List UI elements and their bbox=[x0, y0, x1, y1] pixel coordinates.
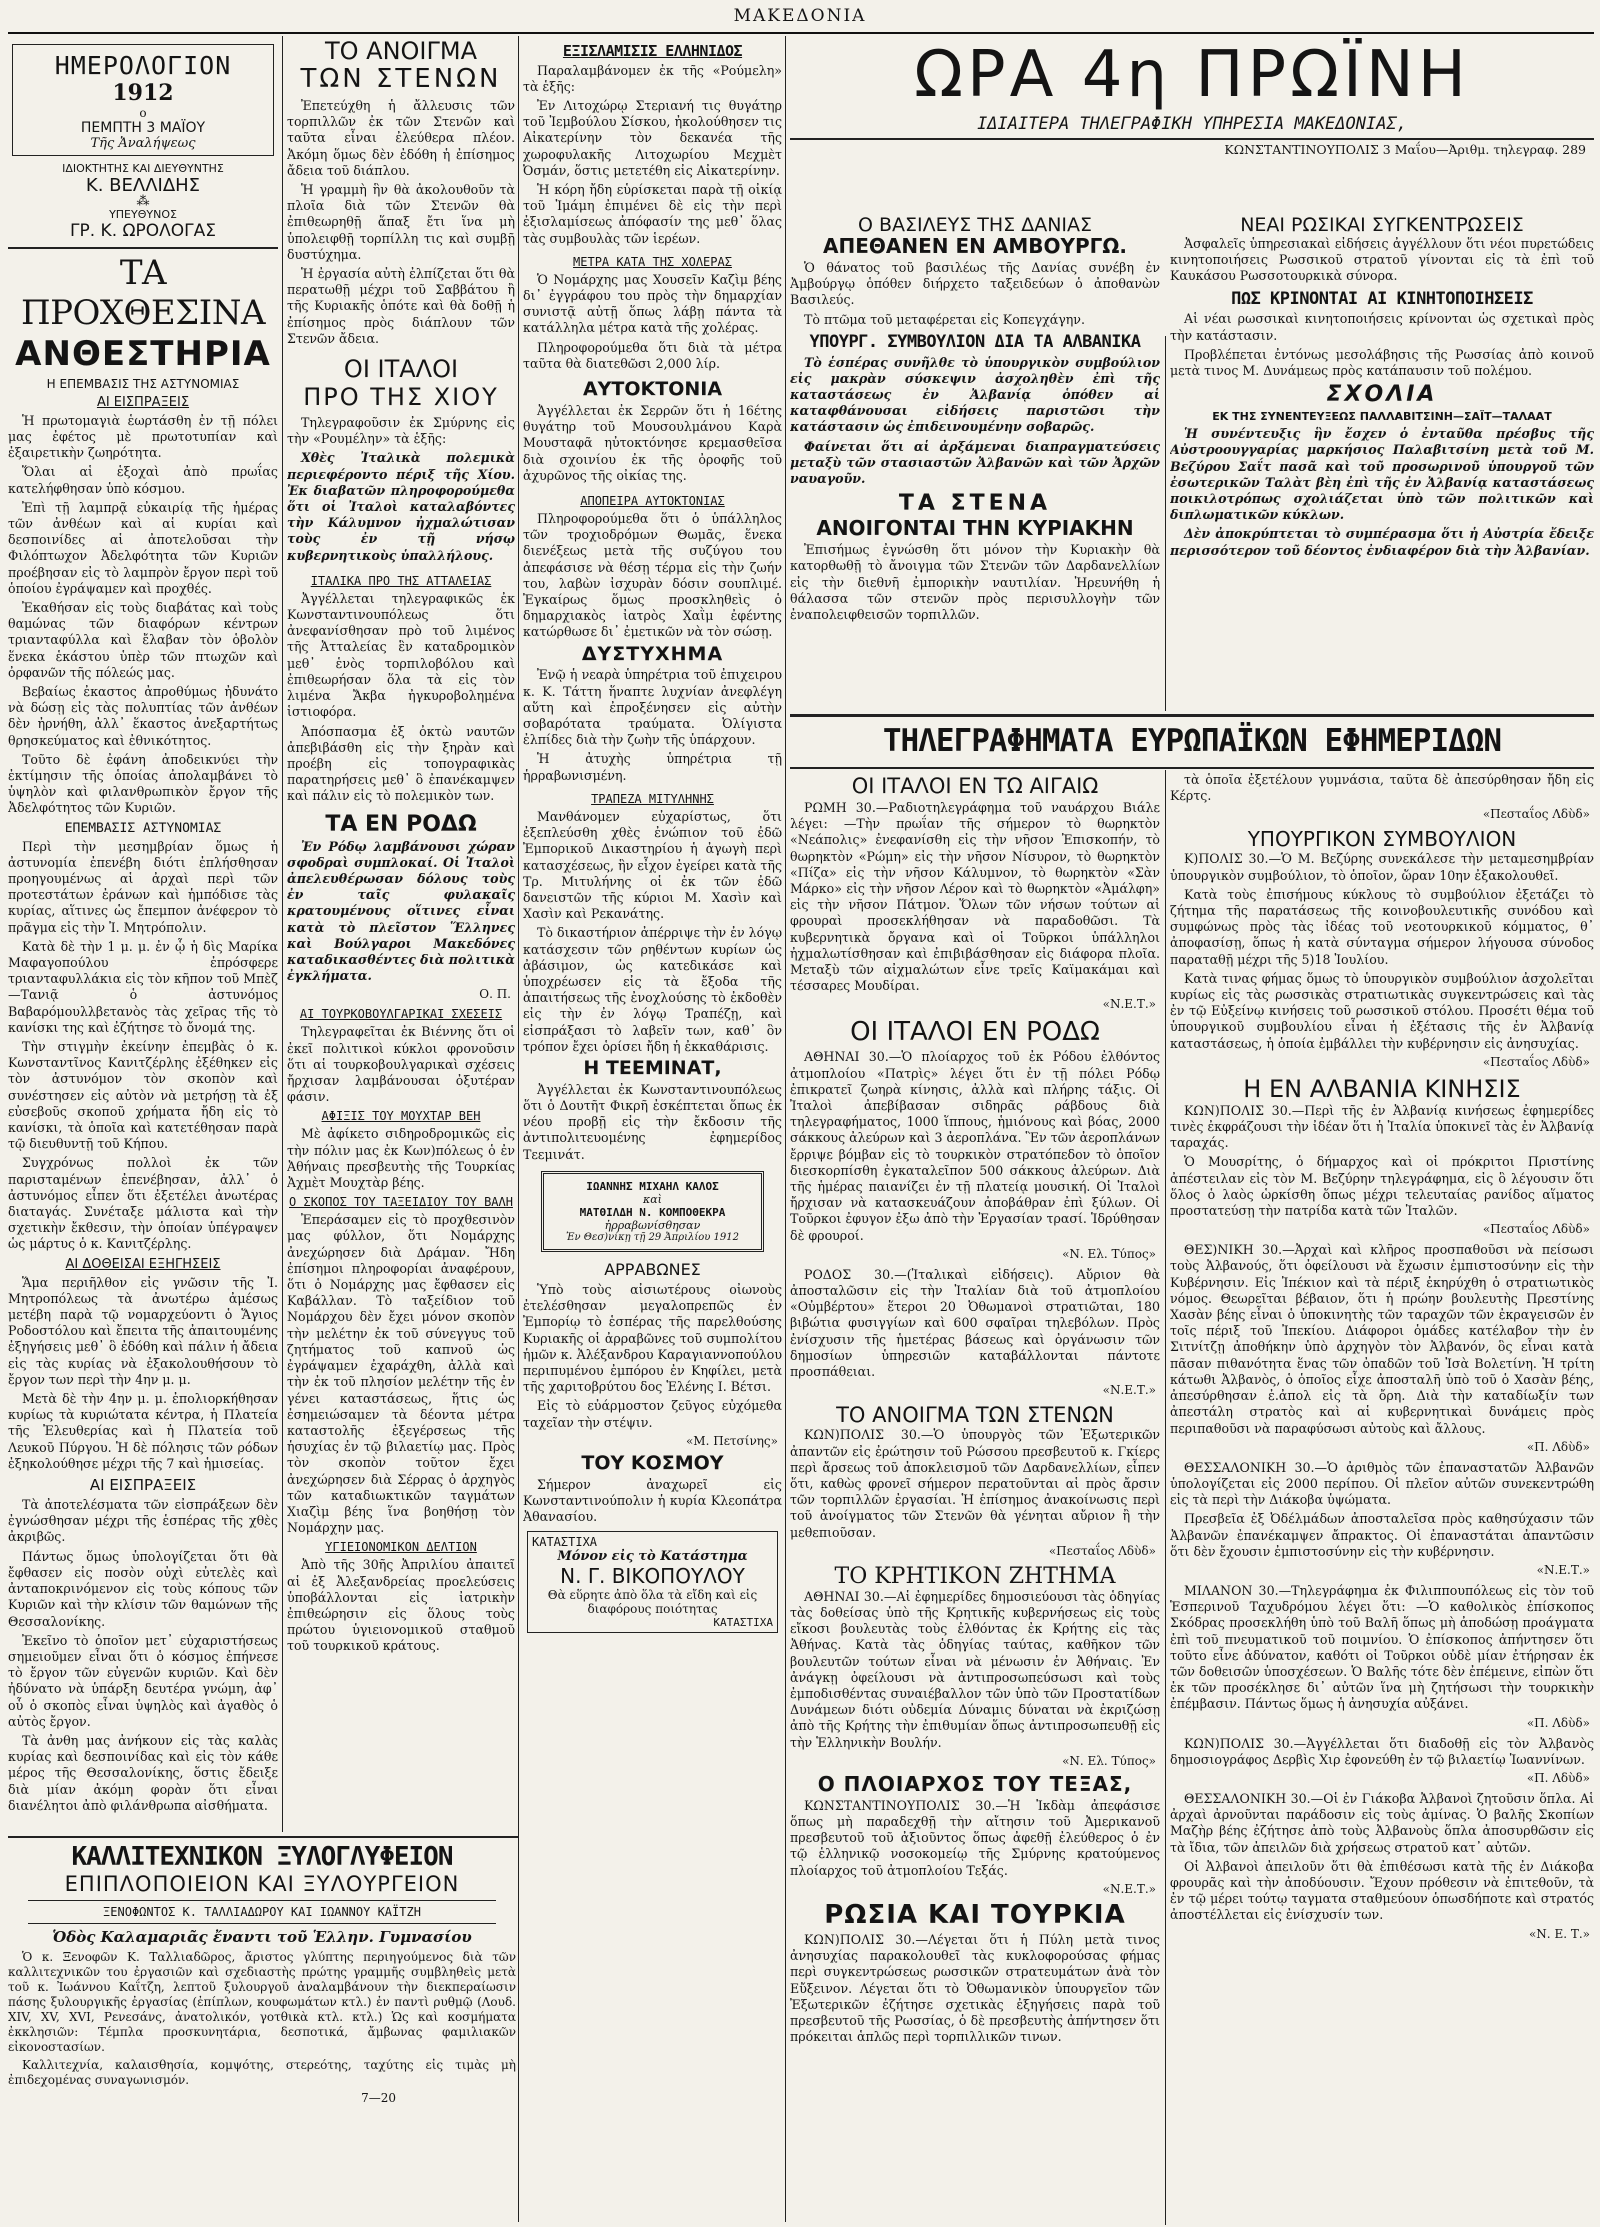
article-paragraph: Κ)ΠΟΛΙΣ 30.—Ὁ Μ. Βεζύρης συνεκάλεσε τὴν μεταμεσημβρίαν ὑπουργικὸν συμβούλιον, τὸ ὁποῖον, ὥραν 10ην ἐξακολουθεῖ. bbox=[1170, 851, 1594, 883]
headline-rhodes: ΤΑ ΕΝ ΡΟΔΩ bbox=[325, 811, 477, 837]
column-1 bbox=[8, 38, 278, 1833]
column-rule bbox=[282, 36, 283, 1832]
column-rule bbox=[1165, 336, 1166, 711]
signature: «Ν.Ε.Τ.» bbox=[1536, 1562, 1590, 1577]
article-paragraph: ΚΩΝ)ΠΟΛΙΣ 30.—Ἀγγέλλεται ὅτι διαδοθῇ εἰς τὸν Ἀλβανὸς δημοσιογράφος Δερβὶς Χιρ ἐφονεύθη ἐν τῷ βιλαετίῳ Ἰωαννίνων. bbox=[1170, 1735, 1594, 1767]
ledgers-ad-shop: Ν. Γ. ΒΙΚΟΠΟΥΛΟΥ bbox=[560, 1564, 745, 1589]
article-paragraph: Τοῦτο δὲ ἐφάνη ἀποδεικνύει τὴν ἐκτίμησιν τῆς ὁποίας ἀπολαμβάνει τὸ ὑψηλὸν καὶ φιλανθρωπικὸν ἔργον τῆς Ἀδελφότητος τῶν Κυριῶν. bbox=[8, 751, 278, 816]
divider bbox=[28, 1900, 496, 1901]
article-paragraph: Ἀγγέλλεται τηλεγραφικῶς ἐκ Κωνσταντινουπόλεως ὅτι ἀνεφανίσθησαν πρὸ τοῦ λιμένος τῆς Ἀτταλείας ἓν καταδρομικὸν μεθ᾽ ἑνὸς τορπιλοβόλου καὶ ἐπιθεωρήσαν ὅλα τὰ εἰς τὸν λιμένα Ἄκβα ἠγκυροβολημένα ἱστιοφόρα. bbox=[287, 590, 515, 720]
subhead-turkobulgarian: ΑΙ ΤΟΥΡΚΟΒΟΥΛΓΑΡΙΚΑΙ ΣΧΕΣΕΙΣ bbox=[299, 1007, 503, 1022]
section-rule bbox=[790, 714, 1594, 717]
article-paragraph: Συγχρόνως πολλοὶ ἐκ τῶν παρισταμένων ἐπενέβησαν, ἀλλ᾽ ὁ ἀστυνόμος εἶπεν ὅτι ἐξετέλει ἀνωτέρας διαταγάς. Συνέταξε μάλιστα καὶ τὴν σχετικὴν ἔκθεσιν, τὴν ὁποίαν ὑπέγραψεν ὡς μάρτυς ὁ κ. Κανιτζέρλης. bbox=[8, 1155, 278, 1252]
article-paragraph: Αἱ νέαι ρωσσικαὶ κινητοποιήσεις κρίνονται ὡς σχετικαὶ πρὸς τὴν κατάστασιν. bbox=[1170, 311, 1594, 343]
article-paragraph: ΑΘΗΝΑΙ 30.—Αἱ ἐφημερίδες δημοσιεύουσι τὰς ὁδηγίας τὰς δοθείσας ὑπὸ τῆς Κρητικῆς κυβερνήσεως εἰς τοὺς εἴκοσι βουλευτὰς τοὺς ἐλθόντας ἐκ Κρήτης εἰς τὰς Ἀθήνας. Κατὰ τὰς ὁδηγίας ταύτας, καθῆκον τῶν βουλευτῶν τούτων εἶναι νὰ μένωσιν ἐν Ἀθήναις. Ἐν ἀνάγκῃ ὀφείλουσι νὰ ἀντιπροσωπεύσωσι καὶ τοὺς ἐμποδισθέντας συναιέβαλλον τῶν ὑπὸ τῶν Προστατίδων Δυνάμεων διότι οὐδεμία Δύναμις δύναται νὰ ἐκριζώσῃ ἀπὸ τῆς Κρήτης τὴν ἐπιθυμίαν ὅπως ἀντιπροσωπευθῇ εἰς τὴν Ἑλληνικὴν Βουλήν. bbox=[790, 1588, 1160, 1750]
ad-number: 7—20 bbox=[361, 2091, 396, 2105]
article-paragraph: ΚΩΝΣΤΑΝΤΙΝΟΥΠΟΛΙΣ 30.—Ἡ Ἰκδὰμ ἀπεφάσισε ὅπως μὴ παραδεχθῇ τὴν αἴτησιν τοῦ Ἀμερικανοῦ πρεσβευτοῦ τοῦ ἀξιοῦντος ὅπως ἀφεθῇ ἐλεύθερος ὁ ἐν τῷ ἑλληνικῷ νοσοκομείῳ τῆς Σμύρνης κρατούμενος πλοίαρχος τοῦ ἀτμοπλοίου Τεξάς. bbox=[790, 1797, 1160, 1878]
headline-cretan-question: ΤΟ ΚΡΗΤΙΚΟΝ ΖΗΤΗΜΑ bbox=[834, 1563, 1116, 1589]
ledgers-ad bbox=[527, 1531, 778, 1633]
article-paragraph: Τὰ ἀποτελέσματα τῶν εἰσπράξεων δὲν ἐγνώσθησαν μέχρι τῆς ἑσπέρας τῆς χθὲς ἀκριβῶς. bbox=[8, 1497, 278, 1545]
article-paragraph: ΘΕΣ)ΝΙΚΗ 30.—Ἀρχαὶ καὶ κλῆρος προσπαθοῦσι νὰ πείσωσι τοὺς Ἀλβανούς, ὅτι ὀφείλουσι νὰ ἔχωσιν ἐμπιστοσύνην εἰς τὴν Κυβέρνησιν. Εἰς Ἰπέκιον καὶ τὰ πέριξ ἐκηρύχθη ὁ στρατιωτικὸς νόμος. Θεωρεῖται βέβαιον, ὅτι ἡ πρώην βουλευτὴς Πρεστίνης Χασὰν βέης εἶναι ὁ ὑποκινητὴς τῶν ταραχῶν τῶν ἐκραγεισῶν ἐν τοῖς πέριξ τοῦ Ἰπεκίου. Διάφοροι ὁμάδες κατέλαβον τὴν ἐν Σιτνίτζῃ ἀποθήκην ὑπὸ ἀρχηγὸν τὸν Ἀλβανόν, ὃς εἶναι κατὰ πᾶσαν πιθανότητα ἕνας τῶν ὀπαδῶν τοῦ Ἰσὰ Βολετίνη. Ἡ τρίτη κάτωθι Ἀλβανὸς, ὁ ὁποῖος εἶχε ἀποσταλῆ ὑπὸ τοῦ ὁ Χασὰν βέης, ἀπεσύρθησαν ἐ.ἀπολ εἰς τὰ ὄρη. Διὰ τὴν καταδίωξίν των ἀπεστάλη στρατὸς καὶ αἱ κυβερνητικαὶ δυνάμεις πρὸς περιπαθοῦσι νὰ παραφύσωσι αὐτοὺς καὶ ἄλλους. bbox=[1170, 1242, 1594, 1436]
article-paragraph: Κατὰ τινας φήμας ὅμως τὸ ὑπουργικὸν συμβούλιον ἀσχολεῖται κυρίως εἰς τὰς ρωσσικὰς στρατιωτικὰς συγκεντρώσεις καὶ τὰς ἐν τῷ Εὐξείνῳ κινήσεις τοῦ ρωσσικοῦ στόλου. Προσέτι θέμα τοῦ ὑπουργικοῦ συμβουλίου εἶναι ἡ ἐξέτασις τῆς ἐν Ἀλβανίᾳ καταστάσεως, ἡ ὁποία ἐμβάλλει τὴν κυβέρνησιν εἰς ἀνησυχίας. bbox=[1170, 970, 1594, 1051]
article-paragraph: Μετὰ δὲ τὴν 4ην μ. μ. ἐπολιορκήθησαν κυρίως τὰ κυριώτατα κέντρα, ἡ Πλατεία τῆς Ἐλευθερίας καὶ ἡ Πλατεία τοῦ Λευκοῦ Πύργου. Ἡ δὲ πόλησις τῶν ρόδων ἐξηκολούθησε μέχρι τῆς 7 καὶ ἡμισείας. bbox=[8, 1391, 278, 1471]
subhead-receipts: ΑΙ ΕΙΣΠΡΑΞΕΙΣ bbox=[96, 394, 190, 410]
article-paragraph: ΚΩΝ)ΠΟΛΙΣ 30.—Ὁ ὑπουργὸς τῶν Ἐξωτερικῶν ἀπαντῶν εἰς ἐρώτησιν τοῦ Ρώσσου πρεσβευτοῦ κ. Γκίερς περὶ ἄρσεως τοῦ ἀποκλεισμοῦ τῶν Δαρδανελλίων, εἶπεν ὅτι, καθὼς φρονεῖ σήμερον περατοῦνται αἱ πρὸς ἄρσιν τῶν τορπιλλῶν ἐργασίαι. Ἡ ἐπίσημος ἀνακοίνωσις περὶ τοῦ ἀνοίγματος τῶν Στενῶν θὰ γένηται αὔριον ἢ τὴν μεθεπιοῦσαν. bbox=[790, 1427, 1160, 1540]
engaged-word: ἠρραβωνίσθησαν bbox=[604, 1218, 701, 1232]
article-paragraph: Ἡ κόρη ἤδη εὑρίσκεται παρὰ τῇ οἰκίᾳ τοῦ Ἰμάμη ἐπιμένει δὲ εἰς τὴν περὶ ἐξισλαμίσεως ἀπόφασίν της μεθ᾽ ὅλας τὰς συμβουλὰς τῶν ἱερέων. bbox=[523, 181, 782, 246]
headline-italians-rhodes: ΟΙ ΙΤΑΛΟΙ ΕΝ ΡΟΔΩ bbox=[850, 1017, 1100, 1048]
headline-chios: ΠΡΟ ΤΗΣ ΧΙΟΥ bbox=[303, 383, 499, 412]
telegraph-column-b bbox=[1170, 214, 1594, 714]
subhead-vali-trip: Ο ΣΚΟΠΟΣ ΤΟΥ ΤΑΞΕΙΔΙΟΥ ΤΟΥ ΒΑΛΗ bbox=[289, 1195, 513, 1210]
article-paragraph: Χθὲς Ἰταλικὰ πολεμικὰ περιεφέροντο πέριξ τῆς Χίου. Ἐκ διαβατῶν πληροφορούμεθα ὅτι οἱ Ἰταλοὶ καταλαβόντες τὴν Κάλυμνον ἠχμαλώτισαν τοὺς ἐν τῇ νήσῳ κυβερνητικοὺς ὑπαλλήλους. bbox=[287, 450, 515, 563]
article-paragraph: Μὲ ἀφίκετο σιδηροδρομικῶς εἰς τὴν πόλιν μας ἐκ Κων)πόλεως ὁ ἐν Ἀθήναις πρεσβευτὴς τῆς Τουρκίας Ἀχμὲτ Μουχτὰρ βέης. bbox=[287, 1126, 515, 1191]
signature: «Ν. Ελ. Τύπος» bbox=[1062, 1246, 1156, 1261]
calendar-year: 1912 bbox=[112, 80, 174, 106]
article-paragraph: Τηλεγραφεῖται ἐκ Βιέννης ὅτι οἱ ἐκεῖ πολιτικοὶ κύκλοι φρονοῦσιν ὅτι αἱ τουρκοβουλγαρικαὶ σχέσεις ἤρχισαν λαμβάνουσαι ὀξυτέραν φάσιν. bbox=[287, 1024, 515, 1105]
article-paragraph: Περὶ τὴν μεσημβρίαν ὅμως ἡ ἀστυνομία ἐπενέβη διότι ἐπλήσθησαν προηγουμένως αἱ ἀρχαὶ περὶ τῶν προτεστάτων ἐράνων καὶ ἡμπόδισε τὰς κυρίας, αἵτινες ὡς ἔπεμπον ἀνέφερον τὸ πρᾶγμα εἰς τὴν Ἰ. Μητρόπολιν. bbox=[8, 838, 278, 935]
ad-title: ΚΑΛΛΙΤΕΧΝΙΚΟΝ ΞΥΛΟΓΛΥΦΕΙΟΝ bbox=[71, 1842, 453, 1872]
ad-address: Ὁδὸς Καλαμαριᾶς ἔναντι τοῦ Ἑλλην. Γυμνασίου bbox=[52, 1928, 472, 1946]
ledgers-ad-footer: ΚΑΤΑΣΤΙΧΑ bbox=[713, 1616, 773, 1630]
headline-russian-concentrations: ΝΕΑΙ ΡΩΣΙΚΑΙ ΣΥΓΚΕΝΤΡΩΣΕΙΣ bbox=[1240, 214, 1524, 236]
divider bbox=[8, 247, 278, 249]
headline-straits-1: ΤΟ ΑΝΟΙΓΜΑ bbox=[324, 38, 477, 65]
responsible-label: ΥΠΕΥΘΥΝΟΣ bbox=[109, 208, 177, 221]
engagement-notice bbox=[541, 1171, 764, 1252]
headline-open-sunday: ΑΝΟΙΓΟΝΤΑΙ ΤΗΝ ΚΥΡΙΑΚΗΝ bbox=[816, 516, 1134, 541]
article-paragraph: Πληροφορούμεθα ὅτι διὰ τὰ μέτρα ταῦτα θὰ διατεθῶσι 2,000 λίρ. bbox=[523, 339, 782, 371]
signature: «Πεσταΐος Λδὺδ» bbox=[1482, 807, 1590, 822]
signature: «Π. Λδὺδ» bbox=[1526, 1715, 1590, 1730]
engaged-name-1: ΙΩΑΝΝΗΣ ΜΙΧΑΗΛ ΚΑΛΟΣ bbox=[586, 1179, 719, 1193]
banner-subtitle: ΙΔΙΑΙΤΕΡΑ ΤΗΛΕΓΡΑΦΙΚΗ ΥΠΗΡΕΣΙΑ ΜΑΚΕΔΟΝΙΑΣ, bbox=[977, 114, 1407, 134]
article-paragraph: Ἡ ἐργασία αὐτὴ ἐλπίζεται ὅτι θὰ περατωθῇ μέχρι τοῦ Σαββάτου ἢ τῆς Κυριακῆς ὁπότε καὶ θὰ δοθῇ ἡ ἐπίσημος πρὸς διάπλουν τῶν Στενῶν ἄδεια. bbox=[287, 266, 515, 346]
article-paragraph: Ἡ γραμμὴ ἣν θὰ ἀκολουθοῦν τὰ πλοῖα διὰ τῶν Στενῶν θὰ ἐπιθεωρηθῇ ἅπαξ ἔτι ἵνα μὴ ὑπολειφθῇ τορπίλλη τις καὶ συμβῇ δυστύχημα. bbox=[287, 182, 515, 262]
headline-straits: ΤΑ ΣΤΕΝΑ bbox=[898, 491, 1052, 517]
subhead-suicide-attempt: ΑΠΟΠΕΙΡΑ ΑΥΤΟΚΤΟΝΙΑΣ bbox=[580, 493, 725, 508]
article-paragraph: Παραλαμβάνομεν ἐκ τῆς «Ρούμελη» τὰ ἑξῆς: bbox=[523, 62, 782, 94]
headline-teeminat: Η ΤΕΕΜΙΝΑΤ, bbox=[583, 1056, 722, 1079]
article-paragraph: Ἡ συνέντευξις ἣν ἔσχεν ὁ ἐνταῦθα πρέσβυς τῆς Αὐστροουγγαρίας μαρκήσιος Παλαβιτσίνη μετὰ τοῦ Μ. Βεζύρου Σαΐτ πασᾶ καὶ τοῦ προσωρινοῦ ὑπουργοῦ τῶν ἐσωτερικῶν Ταλὰτ βὲη ἐπὶ τῆς ἐν Ἀλβανίᾳ καταστάσεως ποικιλοτρόπως σχολιάζεται ὑπὸ τῶν πολιτικῶν καὶ διπλωματικῶν κύκλων. bbox=[1170, 426, 1594, 523]
headline-danish-king: Ο ΒΑΣΙΛΕΥΣ ΤΗΣ ΔΑΝΙΑΣ bbox=[857, 214, 1093, 236]
calendar-box bbox=[12, 44, 274, 156]
article-paragraph: Ἐπισήμως ἐγνώσθη ὅτι μόνον τὴν Κυριακὴν θὰ κατορθωθῇ τὸ ἄνοιγμα τῶν Στενῶν τῶν Δαρδανελλίων εἰς τὴν διεθνῆ ἐμπορικὴν ναυτιλίαν. Ἠρευνήθη ἡ θάλασσα τῶν στενῶν πρὸς περισυλλογὴν τῶν ἐναπολειφθεισῶν τορπιλλῶν. bbox=[790, 542, 1160, 623]
article-paragraph: Ἐπεράσαμεν εἰς τὸ προχθεσινὸν μας φύλλον, ὅτι Νομάρχης ἀνεχώρησεν διὰ Δράμαν. Ἤδη ἐπίσημοι πληροφορίαι ἀναφέρουν, ὅτι ὁ Νομάρχης μας ἔφθασεν εἰς Καβάλλαν. Τὸ ταξείδιον τοῦ Νομάρχου δὲν ἔχει μόνον σκοπὸν τὴν μελέτην ἐκ τοῦ σύνεγγυς τοῦ ζητήματος τοῦ καπνοῦ ὡς ἐγράψαμεν ἐχαράχθη, ἀλλὰ καὶ τὴν ἐκ τοῦ πλησίον μελέτην τῆς ἐν γένει καταστάσεως, ἥτις ὡς ἐσημειώσαμεν τὰ δέοντα μέτρα καταστολῆς ἐξεγέρσεως τῆς ἡσυχίας ἐν τῷ βιλαετίῳ μας. Πρὸς τὸν σκοπὸν τοῦτον ἔχει ἀνεχώρησεν διὰ Σέρρας ὁ ἀρχηγὸς τῶν καταδιωκτικῶν ταγμάτων Χιαζὶμ βέης ἵνα βοηθήσῃ τὸν Νομάρχην μας. bbox=[287, 1212, 515, 1536]
article-paragraph: Τὸ πτῶμα τοῦ μεταφέρεται εἰς Κοπεγχάγην. bbox=[804, 311, 1085, 327]
article-paragraph: Ἐπετεύχθη ἡ ἄλλευσις τῶν τορπιλλῶν ἐκ τῶν Στενῶν καὶ ταῦτα εἶναι ἐλεύθερα πλέον. Ἀκόμη ὅμως δὲν ἐδόθη ἡ ἐπίσημος ἄδεια τοῦ διάπλου. bbox=[287, 98, 515, 178]
subhead-police: Η ΕΠΕΜΒΑΣΙΣ ΤΗΣ ΑΣΤΥΝΟΜΙΑΣ bbox=[46, 376, 240, 391]
article-paragraph: Ἀγγέλλεται ἐκ Σερρῶν ὅτι ἡ 16έτης θυγάτηρ τοῦ Μουσουλμάνου Καρὰ Μουσταφᾶ ηὐτοκτόνησε κρεμασθεῖσα διὰ σχοινίου ἐκ τῆς ὀροφῆς τοῦ ἀχυρῶνος τῆς οἰκίας της. bbox=[523, 402, 782, 483]
article-paragraph: Ἡ πρωτομαγιὰ ἑωρτάσθη ἐν τῇ πόλει μας ἐφέτος μὲ πρωτοτυπίαν καὶ ἐξαιρετικὴν ζωηρότητα. bbox=[8, 412, 278, 461]
calendar-feast: Τῆς Ἀναλήψεως bbox=[90, 136, 196, 151]
ad-rule bbox=[8, 1836, 518, 1838]
column-3 bbox=[523, 38, 782, 2223]
owner-label: ΙΔΙΟΚΤΗΤΗΣ ΚΑΙ ΔΙΕΥΘΥΝΤΗΣ bbox=[62, 162, 224, 175]
headline-anthesteria-2: ΑΝΘΕΣΤΗΡΙΑ bbox=[15, 334, 271, 374]
article-paragraph: Τὰ ἀνθη μας ἀνήκουν εἰς τὰς καλὰς κυρίας καὶ δεσποινίδας καὶ εἰς τὸν κάθε μέρος τῆς Θεσσαλονίκης, ὅστις ἔδειξε διὰ μίαν ἀκόμη φορὰν ὅτι εἶναι διανέλητοι ἀπὸ φιλάνθρωπα αἰσθήματα. bbox=[8, 1732, 278, 1813]
engaged-and: καὶ bbox=[643, 1192, 662, 1206]
euro-telegrams-title: ΤΗΛΕΓΡΑΦΗΜΑΤΑ ΕΥΡΩΠΑΪΚΩΝ ΕΦΗΜΕΡΙΔΩΝ bbox=[882, 723, 1502, 759]
headline-died-hamburg: ΑΠΕΘΑΝΕΝ ΕΝ ΑΜΒΟΥΡΓΩ. bbox=[823, 234, 1127, 258]
headline-albanian-council: ΥΠΟΥΡΓ. ΣΥΜΒΟΥΛΙΟΝ ΔΙΑ ΤΑ ΑΛΒΑΝΙΚΑ bbox=[809, 331, 1141, 352]
article-paragraph: Ἡ ἀτυχὴς ὑπηρέτρια τῇ ἡρραβωνισμένη. bbox=[523, 751, 782, 783]
article-paragraph: Ἀγγέλλεται ἐκ Κωνσταντινουπόλεως ὅτι ὁ Δουτῆτ Φικρῆ ἐσκέπτεται ὅπως ἐκ νέου προβῇ εἰς τὴν ἔκδοσιν τῆς ἀντιπολιτευομένης ἐφημερίδος Τεεμινάτ. bbox=[523, 1081, 782, 1162]
signature: «Ν. Ελ. Τύπος» bbox=[1062, 1753, 1156, 1768]
article-paragraph: Ἐπὶ τῇ λαμπρᾷ εὐκαιρίᾳ τῆς ἡμέρας τῶν ἀνθέων καὶ αἱ κυρίαι καὶ δεσποινίδες αἱ ἀποτελοῦσαι τὴν Φιλόπτωχον Ἀδελφότητα τῶν Κυριῶν προέβησαν εἰς τὸ λαμπρὸν ἔργον περὶ τοῦ ὁποίου ἐγράψαμεν καὶ προχθές. bbox=[8, 499, 278, 596]
ornament-icon: ⁂ bbox=[136, 194, 150, 209]
article-paragraph: Τὴν στιγμὴν ἐκείνην ἐπεμβὰς ὁ κ. Κωνσταντῖνος Κανιτζέρλης ἐξέθηκεν εἰς τὸν ἀστυνόμον τὸν σκοπὸν καὶ συνέστησεν εἰς αὐτὸν νὰ μετρήσῃ τὰ ἐξ εὐσεβοῦς σκοποῦ χρήματα ἤδη εἰς τὸ κανίσκι, τὰ ὁποῖα καὶ κατετέθησαν παρὰ τῷ διευθυντῇ τοῦ Κήπου. bbox=[8, 1039, 278, 1152]
article-paragraph: Ὅλαι αἱ ἑξοχαὶ ἀπὸ πρωΐας κατελήφθησαν ὑπὸ κόσμου. bbox=[8, 464, 278, 496]
headline-texas-captain: Ο ΠΛΟΙΑΡΧΟΣ ΤΟΥ ΤΕΞΑΣ, bbox=[817, 1771, 1133, 1796]
dateline: ΚΩΝΣΤΑΝΤΙΝΟΥΠΟΛΙΣ 3 Μαΐου—Ἀριθμ. τηλεγραφ. 289 bbox=[1224, 142, 1586, 157]
calendar-date: ΠΕΜΠΤΗ 3 ΜΑΪΟΥ bbox=[80, 120, 206, 136]
signature: Ο. Π. bbox=[479, 987, 511, 1002]
article-paragraph: Φαίνεται ὅτι αἱ ἀρξάμεναι διαπραγματεύσεις μεταξὺ τῶν στασιαστῶν Ἀλβανῶν καὶ τῶν Ἀρχῶν ναυαγοῦν. bbox=[790, 438, 1160, 486]
article-paragraph: Ἐνῷ ἡ νεαρὰ ὑπηρέτρια τοῦ ἐπιχειρου κ. Κ. Τάττη ἥναπτε λυχνίαν ἀνεφλέγη αὕτη καὶ ἐπροξένησεν εἰς αὐτὴν σοβαρότατα τραύματα. Ὀλίγιστα ἐλπίδες διὰ τὴν ζωὴν τῆς ὑπάρχουν. bbox=[523, 667, 782, 748]
article-paragraph: ΡΟΔΟΣ 30.—(Ἰταλικαὶ εἰδήσεις). Αὔριον θὰ ἀποσταλῶσιν εἰς τὴν Ἰταλίαν διὰ τοῦ ἀτμοπλοίου «Οὐμβέρτου» ἕτεροι 20 Ὀθωμανοὶ στρατιῶται, 180 βιβώτια φυσιγγίων καὶ 600 σφαῖραι τηλεβόλων. Πρὸς ἐνίσχυσιν τῆς ἡμετέρας βάσεως καὶ ὀργάνωσιν τῶν δημοσίων ὑπηρεσιῶν καταβάλλονται πάντοτε προσπάθειαι. bbox=[790, 1266, 1160, 1380]
subhead-receipts-2: ΑΙ ΕΙΣΠΡΑΞΕΙΣ bbox=[89, 1476, 197, 1495]
headline-ministerial-council: ΥΠΟΥΡΓΙΚΟΝ ΣΥΜΒΟΥΛΙΟΝ bbox=[1247, 827, 1517, 852]
subhead-explanations: ΑΙ ΔΟΘΕΙΣΑΙ ΕΞΗΓΗΣΕΙΣ bbox=[65, 1256, 221, 1272]
article-paragraph: Οἱ Ἀλβανοὶ ἀπειλοῦν ὅτι θὰ ἐπιθέσωσι κατὰ τῆς ἐν Διάκοβα φρουρᾶς καὶ τὴν ἀποδύουσιν. Ἔχουν πρόθεσιν νὰ ἐπιτεθοῦν, τὰ ἐν τῷ μέρει τούτῳ ταγματα σταθμεύουν ὁπωσδήποτε καὶ στρατός ἀποστέλλεται εἰς ἐνίσχυσίν των. bbox=[1170, 1858, 1594, 1923]
signature: «Ν. Ε. Τ.» bbox=[1528, 1926, 1590, 1941]
column-rule bbox=[518, 36, 519, 2222]
article-paragraph: ΜΙΛΑΝΟΝ 30.—Τηλεγράφημα ἐκ Φιλιππουπόλεως εἰς τὸν τοῦ Ἑσπερινοῦ Ταχυδρόμου λέγει ὅτι: —Ὁ καθολικὸς ἐπίσκοπος Σκόδρας προσεκλήθη ὑπὸ τοῦ Βαλῆ ὅπως μὴ ἀποδώσῃ προάγματα ἐπὶ τοῦ πνευματικοῦ τοῦ ποιμνίου. Ὁ ἐπίσκοπος ἀπήντησεν ὅτι τοῦτο εἶνε ἀδύνατον, καθότι οἱ Τοῦρκοι οὐδὲ μίαν ἐτήρησαν ἐκ τῶν δοθεισῶν ὑποσχέσεων. Ὁ Βαλῆς τότε δὲν ἐπέμεινε, εἰπὼν ὅτι ἐκ τῶν προσέκλησε δι᾽ αὐτῶν ἵνα μὴ ζητήσωσι τὴν τουρκικὴν ἐπέμβασιν. Πάντως ὅμως ἡ ἀνησυχία αὐξάνει. bbox=[1170, 1582, 1594, 1712]
article-paragraph: Τὸ ἑσπέρας συνῆλθε τὸ ὑπουργικὸν συμβούλιον εἰς μακρὰν σύσκεψιν ἀσχοληθὲν ἐπὶ τῆς καταστάσεως ἐν Ἀλβανίᾳ ὁπόθεν αἱ καταφθάνουσαι εἰδήσεις παριστῶσι τὴν κατάστασιν ὡς ἐπιδεινουμένην σοβαρῶς. bbox=[790, 354, 1160, 435]
subhead-police-intervention: ΕΠΕΜΒΑΣΙΣ ΑΣΤΥΝΟΜΙΑΣ bbox=[64, 820, 222, 836]
article-paragraph: ΚΩΝ)ΠΟΛΙΣ 30.—Λέγεται ὅτι ἡ Πύλη μετὰ τινος ἀνησυχίας παρακολουθεῖ τὰς κυκλοφορούσας φήμας περὶ συγκεντρώσεως ρωσσικῶν στρατευμάτων ἀνὰ τὸν Εὔξεινον. Λέγεται ὅτι τὸ Ὀθωμανικὸν ὑπουργεῖον τῶν Ἐξωτερικῶν ἐζήτησε σχετικὰς ἐξηγήσεις παρὰ τοῦ πρεσβευτοῦ τῆς Ρωσσίας, ὁ δὲ πρεσβευτὴς ἀπήντησεν ὅτι πρόκειται ἁπλῶς περὶ τορπιλλικῶν τινων. bbox=[790, 1932, 1160, 2045]
article-paragraph: Ἐν Ρόδῳ λαμβάνουσι χώραν σφοδραὶ συμπλοκαί. Οἱ Ἰταλοὶ ἀπελευθέρωσαν δόλους τοὺς ἐν ταῖς φυλακαῖς κρατουμένους οἵτινες εἶναι κατὰ τὸ πλεῖστον Ἕλληνες καὶ Βούλγαροι Μακεδόνες καταδικασθέντες διὰ πολιτικὰ ἐγκλήματα. bbox=[287, 838, 515, 984]
headline-society: ΤΟΥ ΚΟΣΜΟΥ bbox=[581, 1451, 724, 1474]
article-paragraph: Κατὰ τοὺς ἐπισήμους κύκλους τὸ συμβούλιον ἐξετάζει τὸ ζήτημα τῆς παρατάσεως τῆς κοινοβουλευτικῆς συνόδου καὶ συμφώνως πρὸς τὰς ἰδέας τοῦ νεοτουρκικοῦ κόμματος, θ᾽ ἀποφασίσῃ, ὅπως ἡ κατὰ σύνταγμα σήμερον λήγουσα σύνοδος παραταθῇ μέχρι τῆς 5)18 Ἰουλίου. bbox=[1170, 886, 1594, 967]
ledgers-ad-text: Θὰ εὕρητε ἀπὸ ὅλα τὰ εἴδη καὶ εἰς διαφόρους ποιότητας bbox=[547, 1588, 758, 1617]
article-paragraph: Ἀπὸ τῆς 30ῆς Ἀπριλίου ἀπαιτεῖ αἱ ἐξ Ἀλεξανδρείας προελεύσεις ὑποβάλλονται εἰς ἰατρικὴν ἐπιθεώρησιν εἰς ὅλους τοὺς πρώτου ὑγιειονομικοῦ σταθμοῦ τοῦ τουρκικοῦ κράτους. bbox=[287, 1557, 515, 1654]
article-paragraph: τὰ ὁποῖα ἐξετέλουν γυμνάσια, ταῦτα δὲ ἀπεσύρθησαν ἤδη εἰς Κέρτς. bbox=[1170, 772, 1594, 804]
masthead-rule bbox=[8, 32, 1594, 34]
headline-mobilisations: ΠΩΣ ΚΡΙΝΟΝΤΑΙ ΑΙ ΚΙΝΗΤΟΠΟΙΗΣΕΙΣ bbox=[1231, 288, 1533, 309]
headline-engagements: ΑΡΡΑΒΩΝΕΣ bbox=[604, 1259, 701, 1279]
article-paragraph: Ἅμα περιῆλθον εἰς γνῶσιν τῆς Ἰ. Μητροπόλεως τὰ ἀνωτέρω ἀμέσως μετέβη παρὰ τῷ νομαρχεύοντι ὁ Ἅγιος Ροδοστόλου καὶ ἔπειτα τῆς ἀπαιτουμένης ἐξηγήσεις μεθ᾽ ὃ ἐδόθη καὶ πάλιν ἡ ἄδεια εἰς τὰς κυρίας νὰ ἐξακολουθήσουν τὸ ἔργον των περὶ τὴν 4ην μ. μ. bbox=[8, 1274, 278, 1387]
headline-italians: ΟΙ ΙΤΑΛΟΙ bbox=[343, 355, 459, 384]
column-rule bbox=[785, 36, 786, 2222]
headline-russia-turkey: ΡΩΣΙΑ ΚΑΙ ΤΟΥΡΚΙΑ bbox=[824, 1899, 1126, 1930]
article-paragraph: Μανθάνομεν εὐχαρίστως, ὅτι ἐξεπλεύσθη χθὲς ἐνώπιον τοῦ ἐδῶ Ἐμπορικοῦ Δικαστηρίου ἡ ἀγωγὴ περὶ κατασχέσεως, ἣν εἶχον ἐγείρει κατὰ τῆς Τρ. Μιτυλήνης οἱ ἐκ τῶν ἐδῶ δανειστῶν τῆς κύριοι Μ. Χασὶν καὶ Χασὶν καὶ Ρεκανάτης. bbox=[523, 808, 782, 922]
headline-opening-straits: ΤΟ ΑΝΟΙΓΜΑ ΤΩΝ ΣΤΕΝΩΝ bbox=[836, 1403, 1114, 1428]
article-paragraph: Πρεσβεῖα ἐξ Ὀδέλμάδων ἀποσταλεῖσα πρὸς καθησύχασιν τῶν Ἀλβανῶν ἐπανέκαμψεν ἄπρακτος. Οἱ ἐπαναστάται ἀπαντῶσιν ὅτι δὲν ἔχουσιν ἐμπιστοσύνην εἰς τὴν κυβέρνησιν. bbox=[1170, 1511, 1594, 1559]
euro-telegrams-banner bbox=[790, 718, 1594, 766]
responsible-name: ΓΡ. Κ. ΩΡΟΛΟΓΑΣ bbox=[70, 221, 216, 241]
section-rule bbox=[790, 767, 1594, 769]
newspaper-masthead: ΜΑΚΕΔΟΝΙΑ bbox=[733, 6, 867, 26]
calendar-title: ΗΜΕΡΟΛΟΓΙΟΝ bbox=[54, 51, 232, 80]
article-paragraph: ΡΩΜΗ 30.—Ραδιοτηλεγράφημα τοῦ ναυάρχου Βιάλε λέγει: —Τὴν πρωΐαν τῆς σήμερον τὸ θωρηκτὸν «Νεάπολις» ἐνεφανίσθη εἰς τὴν νῆσον Ἐπισκοπήν, τὸ θωρηκτὸν «Ρώμη» εἰς τὴν νῆσον Νίσυρον, τὸ θωρηκτὸν «Πίζα» εἰς τὴν νῆσον Κάλυμνον, τὸ θωρηκτὸν «Σὰν Μάρκο» εἰς τὴν νῆσον Λέρον καὶ τὸ θωρηκτὸν «Ἀμάλφη» εἰς τὴν νῆσον Πάτμον. Ὅλων τῶν νήσων τούτων αἱ φρουραὶ προσεκλήθησαν νὰ παραδοθῶσι. Τὰ κυβερνητικὰ ὄργανα καὶ οἱ Τοῦρκοι ὑπάλληλοι ἠχμαλωτίσθησαν καὶ ἐπιβιβάσθησαν εἰς διάφορα πλοῖα. Μεταξὺ τῶν αἰχμαλώτων εἶνε τρεῖς Καϊμακάμαι καὶ τέσσαρες Μουδίραι. bbox=[790, 800, 1160, 994]
article-paragraph: Ἐκαθήσαν εἰς τοὺς διαβάτας καὶ τοὺς θαμώνας τῶν διαφόρων κέντρων τριανταφύλλα καὶ ἔλαβαν τὸν ὁβολὸν ἕνεκα ἑκάστου ὑπὲρ τῶν πτωχῶν καὶ ὀρφανῶν τῆς πόλεώς μας. bbox=[8, 599, 278, 680]
article-paragraph: ΑΘΗΝΑΙ 30.—Ὁ πλοίαρχος τοῦ ἐκ Ρόδου ἐλθόντος ἀτμοπλοίου «Πατρὶς» λέγει ὅτι ἐν τῇ πόλει Ρόδῳ ἐπικρατεῖ ζωηρὰ κίνησις, ἀλλὰ καὶ πλήρης τάξις. Οἱ Ἰταλοὶ ἀπεβίβασαν σιδηρᾶς ράβδους διὰ τηλεγραφήματος, 1000 ἵππους, ἡμιόνους καὶ βόας, 2000 σάκκους ἀλεύρων καὶ 3 ἀεροπλάνα. Ἓν τῶν ἀεροπλάνων ἔρριψε βόμβαν εἰς τὸ τουρκικὸν στρατόπεδον τὸ ὁποῖον διεσκορπίσθη ἐγκαταλεῖπον 500 σάκκους ἀλεύρων. Διὰ τῆς ἡμέρας παιανίζει ἐν τῇ πλατείᾳ μουσική. Οἱ Ἰταλοὶ ἤρχισαν νὰ κατασκευάζουν ἀποβάθραν ἐπὶ ξύλων. Οἱ Τοῦρκοι ἐφυγον ἐξω ἀπὸ τὴν Ἐργασίαν τρασί. Ἱδρύθησαν δὲ φρουροί. bbox=[790, 1049, 1160, 1243]
signature: «Π. Λδὺδ» bbox=[1526, 1770, 1590, 1785]
headline-islamization: ΕΞΙΣΛΑΜΙΣΙΣ ΕΛΛΗΝΙΔΟΣ bbox=[562, 42, 743, 60]
ad-subtitle: ΕΠΙΠΛΟΠΟΙΕΙΟΝ ΚΑΙ ΞΥΛΟΥΡΓΕΙΟΝ bbox=[64, 1872, 460, 1896]
article-paragraph: Πληροφορούμεθα ὅτι ὁ ὑπάλληλος τῶν τροχιοδρόμων Θωμᾶς, ἕνεκα διενέξεως μετὰ τῆς συζύγου του ἀπεφάσισε νὰ θέσῃ τέρμα εἰς τὴν ζωήν του, λαβὼν ἰσχυρὰν δόσιν σουπλιμέ. Ἐγκαίρως ὅμως προσκληθεὶς ὁ δημαρχιακὸς ἰατρὸς Χαῒμ ἐφέντης κατώρθωσε δι᾽ ἐμετικῶν νὰ τὸν σώσῃ. bbox=[523, 510, 782, 640]
article-paragraph: ΚΩΝ)ΠΟΛΙΣ 30.—Περὶ τῆς ἐν Ἀλβανίᾳ κινήσεως ἐφημερίδες τινὲς ἐκφράζουσι τὴν ἰδέαν ὅτι ἡ Ἰταλία ὑποκινεῖ τὰς ἐν Ἀλβανίᾳ ταραχάς. bbox=[1170, 1102, 1594, 1151]
article-paragraph: Εἰς τὸ εὐάρμοστον ζεῦγος εὐχόμεθα ταχεῖαν τὴν στέψιν. bbox=[523, 1398, 782, 1430]
divider bbox=[28, 1923, 496, 1924]
subhead-mouchtar: ΑΦΙΞΙΣ ΤΟΥ ΜΟΥΧΤΑΡ ΒΕΗ bbox=[321, 1109, 481, 1124]
ad-text: Ὁ κ. Ξενοφῶν Κ. Ταλλιαδῶρος, ἄριστος γλύπτης περιηγούμενος διὰ τῶν καλλιτεχνικῶν του ἐργασιῶν καὶ σχεδιαστὴς πρώτης γραμμῆς συμβληθεὶς μετὰ τοῦ κ. Ἰωάννου Καΐτζη, λεπτοῦ ξυλουργοῦ ἀναλαμβάνουν τὴν διεκπεραίωσιν πάσης ξυλουργικῆς ἐργασίας (ἐπίπλων, κουφωμάτων κτλ.) ἐν παντὶ ρυθμῷ (Λουδ. XIV, XV, XVI, Ρενεσάνς, ἀνατολικόν, γοτθικὰ κτλ. κτλ.) Ὡς καὶ κοσμήματα ἐκκλησιῶν: Τέμπλα προσκυνητάρια, δεσποτικά, ἄμβωνας φαμιλιακῶν εἰκονοστασίων. bbox=[8, 1950, 516, 2054]
article-paragraph: Σήμερον ἀναχωρεῖ εἰς Κωνσταντινούπολιν ἡ κυρία Κλεοπάτρα Ἀθανασίου. bbox=[523, 1476, 782, 1525]
subhead-interview: ΕΚ ΤΗΣ ΣΥΝΕΝΤΕΥΞΕΩΣ ΠΑΛΛΑΒΙΤΣΙΝΗ—ΣΑΪΤ—ΤΑΛΑΑΤ bbox=[1212, 410, 1552, 424]
subhead-mytilene-bank: ΤΡΑΠΕΖΑ ΜΙΤΥΛΗΝΗΣ bbox=[591, 791, 714, 806]
article-paragraph: Τηλεγραφοῦσιν ἐκ Σμύρνης εἰς τὴν «Ρουμέλην» τὰ ἑξῆς: bbox=[287, 415, 515, 447]
article-paragraph: Τὸ δικαστήριον ἀπέρριψε τὴν ἐν λόγῳ κατάσχεσιν τῶν ρηθέντων κυρίων ὡς ἀβάσιμον, ὡς κατεδικάσε καὶ ὑποχρέωσεν εἰς τὰ ἔξοδα τῆς ἀπαιτήσεως τῆς ἐνοχλούσης τὸ ἐκδοθὲν εἰς τὴν ἐν λόγῳ Τραπέζῃ, καὶ εἰσπράξασι τὸ λαβεῖν των, καθ᾽ ὃν τρόπον ἔχει ὁρίσει ἤδη ἡ ἐκκαθάρισις. bbox=[523, 925, 782, 1054]
banner-title: ΩΡΑ 4η ΠΡΩΪΝΗ bbox=[914, 38, 1470, 112]
headline-suicide: ΑΥΤΟΚΤΟΝΙΑ bbox=[582, 377, 723, 400]
article-paragraph: Ὑπὸ τοὺς αἰσιωτέρους οἰωνοὺς ἐτελέσθησαν μεγαλοπρεπῶς ἐν Ἐμπορίῳ τὸ ἑσπέρας τῆς παρελθούσης Κυριακῆς οἱ ἀρραβῶνες τοῦ συμπολίτου ἡμῶν κ. Ἀλέξανδρου Καραγιαννοπούλου περιπυμένου ἐμπόρου ἐν Κηφίλει, μετὰ τῆς χαριτοβρύτου δος Ἑλένης Ι. Βέτσι. bbox=[523, 1281, 782, 1395]
ad-text: Καλλιτεχνία, καλαισθησία, κομψότης, στερεότης, ταχύτης εἰς τιμὰς μὴ ἐπιδεχομένας συναγωνισμόν. bbox=[8, 2058, 516, 2087]
subhead-cholera: ΜΕΤΡΑ ΚΑΤΑ ΤΗΣ ΧΟΛΕΡΑΣ bbox=[573, 254, 732, 269]
signature: «Πεσταΐος Λδὺδ» bbox=[1048, 1543, 1156, 1558]
engaged-place: Ἐν Θεσ)νίκῃ τῇ 29 Ἀπριλίου 1912 bbox=[566, 1231, 739, 1243]
column-rule bbox=[1165, 770, 1166, 2225]
article-paragraph: Ἀσφαλεῖς ὑπηρεσιακαὶ εἰδήσεις ἀγγέλλουν ὅτι νέοι πυρετώδεις κινητοποιήσεις Ρωσσικοῦ στρατοῦ γίνονται εἰς τὰ ἐπὶ τοῦ Καυκάσου Ρωσσοτουρκικὰ σύνορα. bbox=[1170, 236, 1594, 284]
article-paragraph: Ἀπόσπασμα ἐξ ὀκτὼ ναυτῶν ἀπεβιβάσθη εἰς τὴν ξηρὰν καὶ προέβη εἰς τοπογραφικὰς παρατηρήσεις μεθ᾽ ὃ ἐπανέκαμψεν καὶ πάλιν εἰς τὸ πολεμικὸν των. bbox=[287, 723, 515, 804]
article-paragraph: Ὁ Νομάρχης μας Χουσεῖν Καζὶμ βέης δι᾽ ἐγγράφου του πρὸς τὴν δημαρχίαν συνιστᾷ αὐτῇ ὅπως λάβῃ πάντα τὰ κατάλληλα μέτρα κατὰ τῆς χολέρας. bbox=[523, 271, 782, 336]
telegraph-column-a bbox=[790, 214, 1160, 714]
article-paragraph: Ὁ θάνατος τοῦ βασιλέως τῆς Δανίας συνέβη ἐν Ἀμβούργῳ ὁπόθεν διήρχετο ταξειδεύων ὁ ἀποθανὼν Βασιλεύς. bbox=[790, 260, 1160, 308]
signature: «Πεσταΐος Λδὺδ» bbox=[1482, 1054, 1590, 1069]
article-paragraph: Βεβαίως ἐκαστος ἀπροθύμως ἠδυνάτο νὰ δώσῃ εἰς τὰς πολυπτίας τῶν ἀνθέων δὲν ἠρνήθη, ἀλλ᾽ ἕκαστος ἀνεξαρτήτως θρησκεύματος καὶ ἐθνικότητος. bbox=[8, 683, 278, 748]
engaged-name-2: ΜΑΤΘΙΛΔΗ Ν. ΚΟΜΠΟΘΕΚΡΑ bbox=[579, 1205, 726, 1219]
headline-comments: ΣΧΟΛΙΑ bbox=[1326, 382, 1438, 408]
article-paragraph: Δὲν ἀποκρύπτεται τὸ συμπέρασμα ὅτι ἡ Αὐστρία ἔδειξε περισσότερον τοῦ δέοντος ἐνδιαφέρον διὰ τὴν Ἀλβανίαν. bbox=[1170, 526, 1594, 558]
headline-italians-aegean: ΟΙ ΙΤΑΛΟΙ ΕΝ ΤΩ ΑΙΓΑΙΩ bbox=[851, 774, 1099, 798]
article-paragraph: ΘΕΣΣΑΛΟΝΙΚΗ 30.—Οἱ ἐν Γιάκοβα Ἀλβανοὶ ζητοῦσιν ὅπλα. Αἱ ἀρχαὶ ἀρνοῦνται παράδοσιν εἰς τοὺς ἀμίνας. Ὁ βαλῆς Σκοπίων Μαζὴρ βέης ἐζήτησε ἀπὸ τοὺς Ἀλβανοὺς ὅπλα ἀποσυρθῶσιν εἰς τὰ ἴδια, τῶν ἀπειλῶν διὰ χρήσεως στρατοῦ κατ᾽ αὐτῶν. bbox=[1170, 1790, 1594, 1855]
signature: «Π. Λδὺδ» bbox=[1526, 1439, 1590, 1454]
article-paragraph: Πάντως ὅμως ὑπολογίζεται ὅτι θὰ ἔφθασεν εἰς ποσὸν οὐχὶ εὐτελὲς καὶ ἀνταποκρινόμενον εἰς τοὺς κόπους τῶν Κυριῶν καὶ τὴν κλίσιν τῶν θαμώνων τῆς Θεσσαλονίκης. bbox=[8, 1548, 278, 1629]
ad-owners: ΞΕΝΟΦΩΝΤΟΣ Κ. ΤΑΛΛΙΑΔΩΡΟΥ ΚΑΙ ΙΩΑΝΝΟΥ ΚΑΪΤΖΗ bbox=[103, 1905, 421, 1919]
article-paragraph: Ὁ Μουσρίτης, ὁ δήμαρχος καὶ οἱ πρόκριτοι Πριστίνης ἀπέστειλαν εἰς τὸν Μ. Βεζύρην τηλεγράφημα, εἰς ὃ λέγουσιν ὅτι ὅλος ὁ λαὸς ὡρκίσθη ὅπως μέχρι τελευταίας ρανίδος αἵματος προστατεύσῃ τὴν πατρίδα κατὰ τῶν Ἰταλῶν. bbox=[1170, 1154, 1594, 1219]
signature: «Πεσταΐος Λδὺδ» bbox=[1482, 1222, 1590, 1237]
column-2 bbox=[287, 38, 515, 1833]
headline-straits-2: ΤΩΝ ΣΤΕΝΩΝ bbox=[300, 64, 502, 94]
subhead-health-bulletin: ΥΓΙΕΙΟΝΟΜΙΚΟΝ ΔΕΛΤΙΟΝ bbox=[325, 1540, 477, 1555]
signature: «Ν.Ε.Τ.» bbox=[1102, 997, 1156, 1012]
ledgers-ad-line: Μόνον εἰς τὸ Κατάστημα bbox=[557, 1549, 748, 1565]
headline-anthesteria-1: ΤΑ ΠΡΟΧΘΕΣΙΝΑ bbox=[20, 253, 266, 333]
article-paragraph: ΘΕΣΣΑΛΟΝΙΚΗ 30.—Ὁ ἀριθμὸς τῶν ἐπαναστατῶν Ἀλβανῶν ὑπολογίζεται εἰς 2000 περίπου. Οἱ πλεῖον αὐτῶν συνεκεντρώθη εἰς τὰ περὶ τὴν Διάκοβα ὑψώματα. bbox=[1170, 1459, 1594, 1508]
signature: «Μ. Πετσίνης» bbox=[685, 1433, 778, 1448]
headline-accident: ΔΥΣΤΥΧΗΜΑ bbox=[581, 642, 724, 665]
article-paragraph: Ἐκεῖνο τὸ ὁποῖον μετ᾽ εὐχαριστήσεως σημειοῦμεν εἶναι ὅτι ὁ κόσμος ἐπήνεσε τὸ ἔργον τῶν εὐγενῶν κυριῶν. Καὶ δὲν ἠδύνατο νὰ ὑπάρξη δευτέρα γνώμη, ἀφ᾽ οὗ ὁ σκοπὸς εἶναι ὑψηλὸς καὶ ἀγαθὸς ὁ αὐτὸς ἔργον. bbox=[8, 1632, 278, 1729]
signature: «Ν.Ε.Τ.» bbox=[1102, 1881, 1156, 1896]
subhead-attaleia: ΙΤΑΛΙΚΑ ΠΡΟ ΤΗΣ ΑΤΤΑΛΕΙΑΣ bbox=[310, 573, 492, 588]
headline-albania-movement: Η ΕΝ ΑΛΒΑΝΙΑ ΚΙΝΗΣΙΣ bbox=[1243, 1074, 1521, 1103]
article-paragraph: Προβλέπεται ἐντόνως μεσολάβησις τῆς Ρωσσίας ἀπὸ κοινοῦ μετὰ τινος Μ. Δυνάμεως πρὸς κατάπαυσιν τοῦ πολέμου. bbox=[1170, 346, 1594, 378]
owner-name: Κ. ΒΕΛΛΙΔΗΣ bbox=[85, 175, 201, 196]
woodcarving-ad bbox=[8, 1842, 516, 2224]
euro-column-b bbox=[1170, 772, 1594, 2224]
divider bbox=[790, 138, 1594, 140]
ledgers-ad-title: ΚΑΤΑΣΤΙΧΑ bbox=[532, 1535, 598, 1550]
euro-column-a bbox=[790, 772, 1160, 2224]
signature: «Ν.Ε.Τ.» bbox=[1102, 1383, 1156, 1398]
article-paragraph: Ἐν Λιτοχώρῳ Στεριανή τις θυγάτηρ τοῦ Ἰεμβούλου Σίσκου, ἠκολούθησεν τις Αἰκατερίνην τὸν δεκανέα τῆς χωροφυλακῆς Λιτοχωρίου Μεχμὲτ Ὀσμάν, ὅστις μετετέθη εἰς Αἰκατερίνην. bbox=[523, 97, 782, 178]
calendar-o: ο bbox=[139, 106, 147, 120]
article-paragraph: Κατὰ δὲ τὴν 1 μ. μ. ἐν ᾧ ἡ δὶς Μαρίκα Μαφαγοπούλου ἐπρόσφερε τριανταφυλλάκια εἰς τὸν κῆπον τοῦ Μπὲζ—Τανιᾷ ὁ ἀστυνόμος Βαβαρόμουλλβετανὸς τὰς χεῖρας τῆς τὸ κανίσκι της καὶ ἐζήτησε τὸ ὄνομά της. bbox=[8, 938, 278, 1035]
